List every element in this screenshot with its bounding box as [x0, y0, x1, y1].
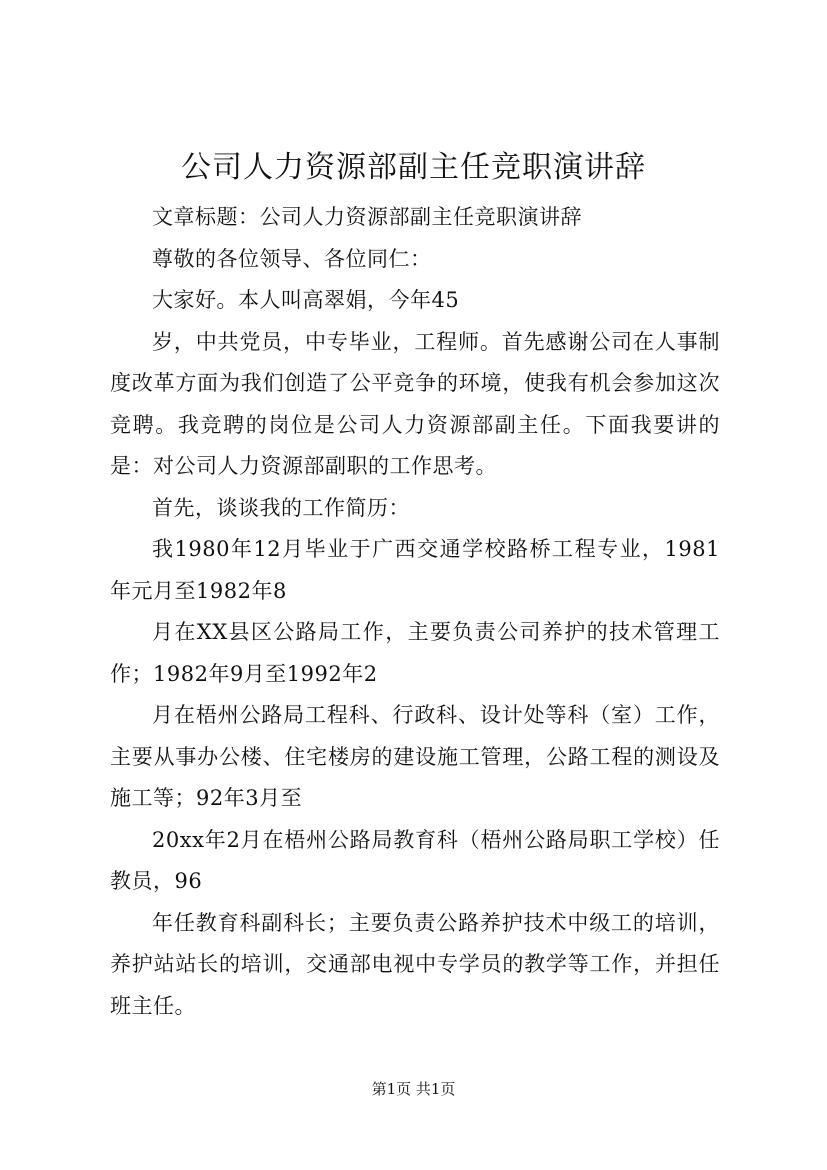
document-title: 公司人力资源部副主任竞职演讲辞 [181, 150, 646, 185]
paragraph-resume-5: 年任教育科副科长；主要负责公路养护技术中级工的培训，养护站站长的培训，交通部电视中专学员的教学等工作，并担任班主任。 [110, 910, 720, 1018]
paragraph-resume-3: 月在梧州公路局工程科、行政科、设计处等科（室）工作，主要从事办公楼、住宅楼房的建设施工管理，公路工程的测设及施工等；92年3月至 [110, 703, 720, 810]
paragraph-greeting: 大家好。本人叫高翠娟，今年45 [152, 288, 460, 312]
page-number-footer: 第1页 共1页 [371, 1080, 456, 1098]
paragraph-salutation: 尊敬的各位领导、各位同仁： [152, 246, 432, 271]
paragraph-introduction: 岁，中共党员，中专毕业，工程师。首先感谢公司在人事制度改革方面为我们创造了公平竞争的环境，使我有机会参加这次竞聘。我竞聘的岗位是公司人力资源部副主任。下面我要讲的是：对公司人力资源部副职的工作思考。 [110, 329, 720, 478]
paragraph-resume-heading: 首先，谈谈我的工作简历： [152, 495, 410, 520]
paragraph-resume-1: 我1980年12月毕业于广西交通学校路桥工程专业，1981年元月至1982年8 [110, 537, 720, 603]
paragraph-resume-2: 月在XX县区公路局工作，主要负责公司养护的技术管理工作；1982年9月至1992年2 [110, 620, 720, 686]
paragraph-article-title: 文章标题：公司人力资源部副主任竞职演讲辞 [152, 205, 582, 229]
paragraph-resume-4: 20xx年2月在梧州公路局教育科（梧州公路局职工学校）任教员，96 [110, 827, 720, 893]
document-body [110, 197, 720, 1027]
